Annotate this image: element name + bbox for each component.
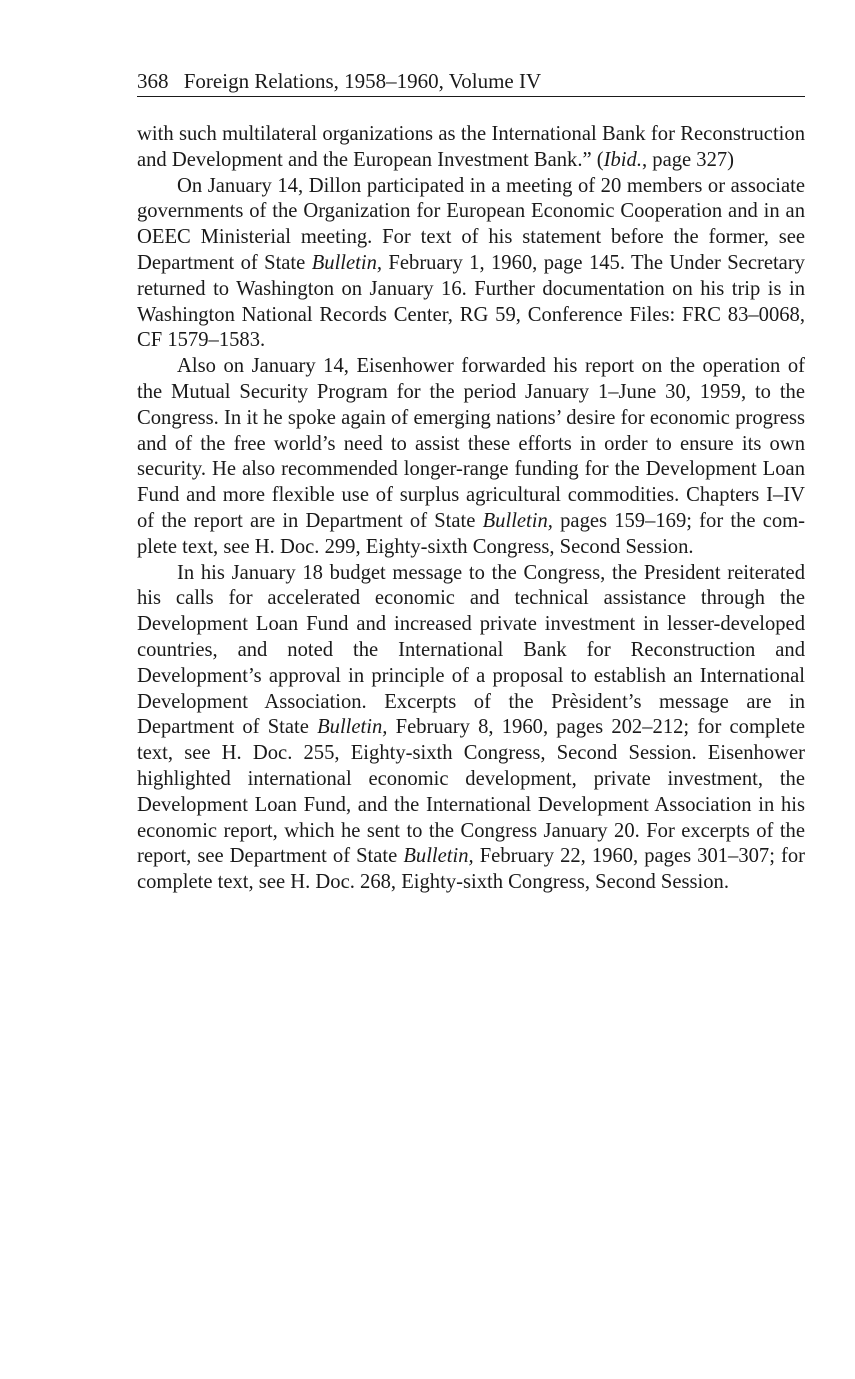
running-head: [137, 66, 805, 97]
text-run: pages 159–169; for the complete text, see H. Doc. 299, Eighty-sixth Congress, Second Session.: [137, 509, 806, 558]
paragraph: [137, 561, 805, 896]
italic-text-run: Bulletin,: [403, 845, 474, 868]
italic-text-run: Bulletin,: [311, 251, 383, 274]
paragraph: [137, 174, 805, 355]
text-run: On January 14, Dillon participated in a meeting of 20 members or associate governments of the Organization for European Economic Cooperation and in an OEEC Ministerial meeting. For text of his statement before the former, see Department of State: [137, 174, 805, 274]
italic-text-run: Bulletin,: [482, 509, 553, 532]
text-run: with such multilateral organizations as the International Bank for Reconstruction and Development and the European Investment Bank.” (: [137, 123, 805, 171]
text-run: February 22, 1960, pages 301–307; for complete text, see H. Doc. 268, Eighty-sixth Congress, Second Session.: [137, 845, 805, 894]
paragraph: [137, 354, 805, 560]
text-run: February 1, 1960, page 145. The Under Secretary returned to Washington on January 16. Further documentation on his trip is in Washington National Records Center, RG 59, Conference Files: FRC 83–0068, CF 1579–1583.: [137, 251, 805, 352]
running-title: Foreign Relations, 1958–1960, Volume IV: [183, 69, 542, 93]
text-run: February 8, 1960, pages 202–212; for complete text, see H. Doc. 255, Eighty-sixth Congress, Second Session. Eisenhower highlighted international economic development, private investment, the Development Loan Fund, and the International Development Association in his economic report, which he sent to the Congress January 20. For excerpts of the report, see Department of State: [137, 716, 805, 868]
paragraph: [137, 122, 805, 174]
italic-text-run: Bulletin,: [317, 716, 388, 739]
text-run: Also on January 14, Eisenhower forwarded his report on the operation of the Mutual Security Program for the period January 1–June 30, 1959, to the Congress. In it he spoke again of emerging nations’ desire for economic progress and of the free world’s need to assist these efforts in order to ensure its own security. He also recommended longer-range funding for the Development Loan Fund and more flexible use of surplus agricultural commodities. Chapters I–IV of the report are in Department of State: [137, 355, 805, 532]
page-number: 368: [137, 69, 169, 93]
body-text: [137, 122, 805, 896]
italic-text-run: Ibid.: [603, 148, 642, 171]
text-run: , page 327): [641, 148, 735, 171]
text-run: In his January 18 budget message to the Congress, the President reiterated his calls for accelerated economic and technical assistance through the Development Loan Fund and increased private investment in lesser-developed countries, and noted the International Bank for Reconstruction and Development’s approval in principle of a proposal to establish an International Development Association. Excerpts of the Prèsident’s message are in Department of State: [137, 561, 805, 739]
